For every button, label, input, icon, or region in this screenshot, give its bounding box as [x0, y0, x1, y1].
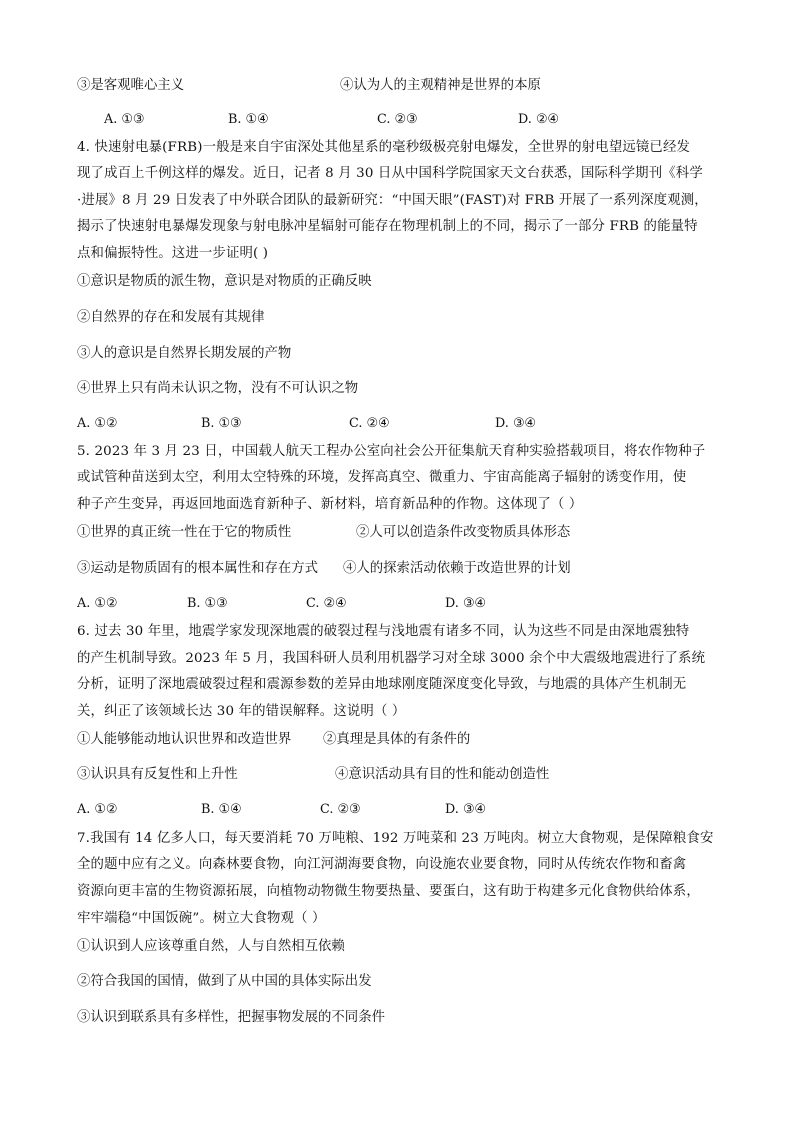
q5-stem-line: 或试管种苗送到太空，利用太空特殊的环境，发挥高真空、微重力、宇宙高能离子辐射的诱变作用，使 [77, 470, 687, 485]
q5-option-b: B. ①③ [187, 596, 228, 611]
q5-option-d: D. ③④ [445, 596, 486, 611]
q5-option-c: C. ②④ [306, 596, 347, 611]
q3-option-a: A. ①③ [104, 112, 145, 127]
q4-statement-4: ④世界上只有尚未认识之物，没有不可认识之物 [77, 381, 359, 396]
q6-option-c: C. ②③ [320, 802, 361, 817]
q3-option-b: B. ①④ [228, 112, 269, 127]
q7-stem-line: 资源向更丰富的生物资源拓展，向植物动物微生物要热量、要蛋白，这有助于构建多元化食物供给体系， [77, 884, 700, 899]
q4-statement-1: ①意识是物质的派生物，意识是对物质的正确反映 [77, 274, 372, 289]
q6-option-b: B. ①④ [201, 802, 242, 817]
q4-option-d: D. ③④ [495, 416, 536, 431]
q4-option-c: C. ②④ [349, 416, 390, 431]
q7-stem-line: 牢牢端稳“中国饭碗”。树立大食物观（ ） [77, 911, 326, 926]
q6-option-a: A. ①② [77, 802, 118, 817]
q7-statement-3: ③认识到联系具有多样性，把握事物发展的不同条件 [77, 1010, 385, 1025]
q6-stem-line: 关，纠正了该领域长达 30 年的错误解释。这说明（ ） [77, 704, 406, 719]
q5-statement-3: ③运动是物质固有的根本属性和存在方式 [77, 561, 319, 576]
q6-statement-2: ②真理是具体的有条件的 [323, 732, 471, 747]
q7-statement-2: ②符合我国的国情，做到了从中国的具体实际出发 [77, 974, 372, 989]
q5-statement-1: ①世界的真正统一性在于它的物质性 [77, 525, 292, 540]
q4-stem-line: ·进展》8 月 29 日发表了中外联合团队的最新研究：“中国天眼”(FAST)对 FRB 开展了一系列深度观测， [77, 193, 708, 208]
q6-statement-3: ③认识具有反复性和上升性 [77, 767, 238, 782]
q6-stem-line: 的产生机制导致。2023 年 5 月，我国科研人员利用机器学习对全球 3000 余个中大震级地震进行了系统 [77, 651, 706, 666]
q7-stem-line: 7.我国有 14 亿多人口，每天要消耗 70 万吨粮、192 万吨菜和 23 万吨肉。树立大食物观，是保障粮食安 [77, 831, 714, 846]
q5-stem-line: 5. 2023 年 3 月 23 日，中国载人航天工程办公室向社会公开征集航天育种实验搭载项目，将农作物种子 [77, 444, 706, 459]
q6-stem-line: 分析，证明了深地震破裂过程和震源参数的差异由地球刚度随深度变化导致，与地震的具体产生机制无 [77, 677, 687, 692]
q4-stem-line: 现了成百上千例这样的爆发。近日，记者 8 月 30 日从中国科学院国家天文台获悉，国际科学期刊《科学 [77, 166, 703, 181]
q3-statement-4: ④认为人的主观精神是世界的本原 [340, 78, 541, 93]
q4-statement-3: ③人的意识是自然界长期发展的产物 [77, 346, 292, 361]
q4-option-a: A. ①② [77, 416, 118, 431]
q6-statement-4: ④意识活动具有目的性和能动创造性 [335, 767, 550, 782]
q5-statement-4: ④人的探索活动依赖于改造世界的计划 [343, 561, 571, 576]
q4-stem-line: 点和偏振特性。这进一步证明( ) [77, 246, 269, 261]
q5-stem-line: 种子产生变异，再返回地面选育新种子、新材料，培育新品种的作物。这体现了（ ） [77, 497, 583, 512]
q4-statement-2: ②自然界的存在和发展有其规律 [77, 310, 265, 325]
q3-option-d: D. ②④ [518, 112, 559, 127]
q6-option-d: D. ③④ [445, 802, 486, 817]
q3-option-c: C. ②③ [377, 112, 418, 127]
q3-statement-3: ③是客观唯心主义 [77, 78, 185, 93]
q6-stem-line: 6. 过去 30 年里，地震学家发现深地震的破裂过程与浅地震有诸多不同，认为这些不同是由深地震独特 [77, 624, 690, 639]
q4-stem-line: 4. 快速射电暴(FRB)一般是来自宇宙深处其他星系的毫秒级极亮射电爆发，全世界的射电望远镜已经发 [77, 140, 691, 155]
q4-stem-line: 揭示了快速射电暴爆发现象与射电脉冲星辐射可能存在物理机制上的不同，揭示了一部分 FRB 的能量特 [77, 219, 698, 234]
q5-statement-2: ②人可以创造条件改变物质具体形态 [356, 525, 571, 540]
q4-option-b: B. ①③ [201, 416, 242, 431]
q6-statement-1: ①人能够能动地认识世界和改造世界 [77, 732, 292, 747]
q7-stem-line: 全的题中应有之义。向森林要食物，向江河湖海要食物，向设施农业要食物，同时从传统农作物和畜禽 [77, 857, 687, 872]
q7-statement-1: ①认识到人应该尊重自然，人与自然相互依赖 [77, 939, 345, 954]
q5-option-a: A. ①② [77, 596, 118, 611]
